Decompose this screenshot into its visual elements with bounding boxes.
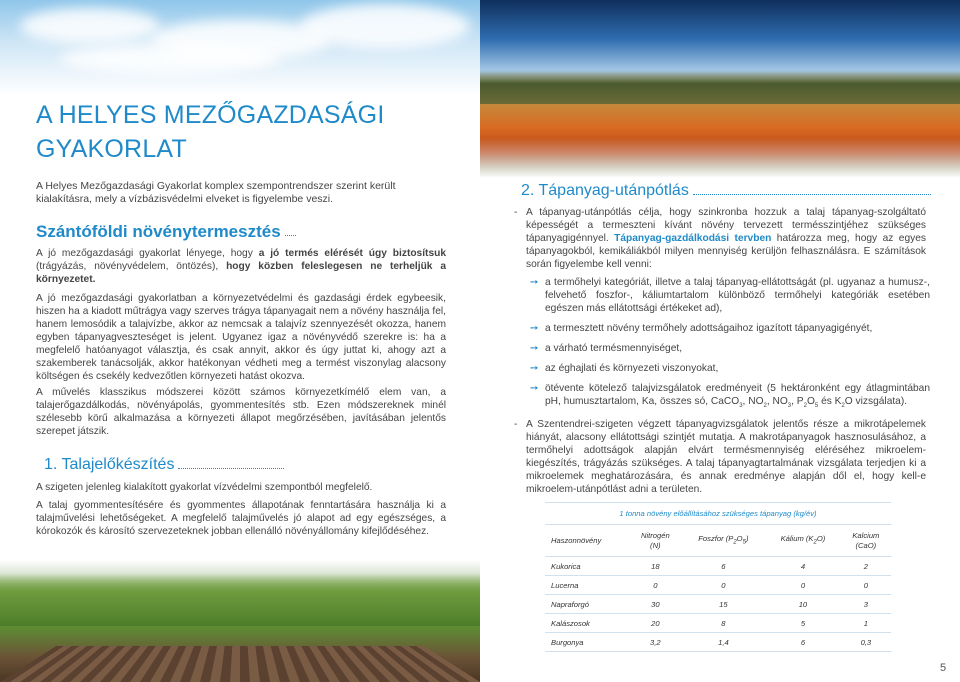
field-paragraph-3: A művelés klasszikus módszerei között számos környezetkímélő elem van, a talajerőgazdálkodás, növényápolás, gyommentesítés stb. Ezen módszereknek minél szélesebb körű alkalmazása a környezeti állapot megőrzésében, javításában jelentős szerepet játszik. xyxy=(36,387,446,437)
table-title-row xyxy=(545,503,891,525)
arrow-icon: ➙ xyxy=(530,383,539,394)
header-phosphorus: Foszfor $(P_2O_5)$ xyxy=(682,525,765,557)
field-heading-text: Szántóföldi növénytermesztés xyxy=(36,222,281,241)
page-number: 5 xyxy=(940,662,947,674)
nutrient-paragraph-1: - A tápanyag-utánpótlás célja, hogy szinkronba hozzuk a talaj tápanyag-szolgáltató képességét a termeszteni kívánt növény tervezett termésszintjéhez szükséges tápanyagigénnyel. Tápanyag-gazdálkodási tervben határozza meg, hogy az egyes tápanyagokból, kemikáliákból milyen mennyiség kerüljön felhasználásra. E számítások során figyelembe kell venni: xyxy=(514,207,926,270)
field-paragraph-2: A jó mezőgazdasági gyakorlatban a környezetvédelmi és gazdasági érdek egybeesik, hiszen ha a kiadott műtrágya vagy szerves trágya tápanyagait nem a növény használja fel, hanem lemosódik a talajvízbe, akkor az nemcsak a talajvíz szennyezését okozza, hanem egyben tápanyagveszteséget is jelent. Ugyanez igaz a növényvédő szerekre is: ha a megfelelő hatóanyagot választja, és csak annyit, akkor és úgy juttat ki, ahogy azt a szakemberek tanácsolják, akkor hatékonyan védheti meg a termést viszonylag alacsony költségen és csekély kedvezőtlen környezeti hatást okozva. xyxy=(36,293,446,382)
soil-paragraph-1: A szigeten jelenleg kialakított gyakorlat vízvédelmi szempontból megfelelő. xyxy=(36,482,373,493)
sky-background xyxy=(0,0,480,95)
field-paragraph-1: A jó mezőgazdasági gyakorlat lényege, hogy a jó termés elérését úgy biztosítsuk (trágyázás, növényvédelem, öntözés), hogy közben feleslegesen ne terheljük a környezetet. xyxy=(36,248,446,285)
arrow-icon: ➙ xyxy=(530,323,539,334)
page-title: A HELYES MEZŐGAZDASÁGI GYAKORLAT xyxy=(36,101,385,163)
table-header-row xyxy=(545,525,891,557)
header-plant: Haszonnövény xyxy=(545,525,629,557)
header-potassium: Kálium $(K_2O)$ xyxy=(765,525,841,557)
list-item: ➙ ötévente kötelező talajvizsgálatok eredményeit (5 hektáronként egy átlagmintában pH, humusztartalom, Ka, összes só, CaCO$_3$, $NO_2$, $NO_3$, $P_2O_5$ és $K_2O$ vizsgálata). xyxy=(530,383,930,410)
heading-dotted-rule xyxy=(693,194,931,195)
table-row: Napraforgó 30 15 10 3 xyxy=(545,595,891,614)
nutrient-section-heading xyxy=(521,182,931,200)
field-section-heading xyxy=(36,222,296,242)
table-row: Burgonya 3,2 1,4 6 0,3 xyxy=(545,633,891,652)
header-nitrogen: Nitrogén (N) xyxy=(629,525,682,557)
landscape-photo xyxy=(480,0,960,178)
list-item: ➙ a várható termésmennyiséget, xyxy=(530,343,683,354)
soil-paragraph-2: A talaj gyommentesítésére és gyommentes állapotának fenntartására használja ki a talajművelési lehetőségeket. A megfelelő talajművelés jó alapot ad egy egészséges, a kórokozók és károsító szervezeteknek jobban ellenálló növényállomány kifejlődéséhez. xyxy=(36,500,446,537)
arrow-icon: ➙ xyxy=(530,363,539,374)
arrow-icon: ➙ xyxy=(530,277,539,288)
heading-dotted-rule xyxy=(285,235,296,236)
table-row: Lucerna 0 0 0 0 xyxy=(545,576,891,595)
nutrient-bullet-list xyxy=(530,276,930,413)
field-photo xyxy=(0,560,480,682)
arrow-icon: ➙ xyxy=(530,343,539,354)
table-title: 1 tonna növény előállításához szükséges tápanyag (kg/év) xyxy=(545,503,891,525)
table-row: Kalászosok 20 8 5 1 xyxy=(545,614,891,633)
soil-section-heading xyxy=(44,456,284,474)
heading-dotted-rule xyxy=(178,468,284,469)
list-item: ➙ a termőhelyi kategóriát, illetve a talaj tápanyag-ellátottságát (pl. ugyanaz a humusz-, felvehető foszfor-, káliumtartalom különböző termőhelyi kategóriák esetében egészen más ellátottsági értékeket ad), xyxy=(530,277,930,314)
list-item: ➙ az éghajlati és környezeti viszonyokat, xyxy=(530,363,719,374)
nutrient-table xyxy=(545,502,891,652)
list-item: ➙ a termesztett növény termőhely adottságaihoz igazított tápanyagigényét, xyxy=(530,323,873,334)
table-row: Kukorica 18 6 4 2 xyxy=(545,557,891,576)
nutrient-heading-text: 2. Tápanyag-utánpótlás xyxy=(521,182,689,199)
intro-paragraph: A Helyes Mezőgazdasági Gyakorlat komplex szempontrendszer szerint került kialakításra, mely a vízbázisvédelmi elveket is figyelembe veszi. xyxy=(36,180,396,205)
soil-heading-text: 1. Talajelőkészítés xyxy=(44,456,175,473)
nutrient-paragraph-2: - A Szentendrei-szigeten végzett tápanyagvizsgálatok jelentős része a mikrotápelemek hiányát, alacsony ellátottsági szintjét mutatja. A makrotápanyagok hasznosulásához, a termőhelyi adottságok alapján elvárt termésmennyiség eléréséhez mikroelem-kiegészítés, trágyázás szükséges. A talaj tápanyagtartalmának vizsgálata terjedjen ki a mikroelemek meghatározására, és annak eredménye alapján dől el, hogy kell-e mikroelem-utánpótlást adni a területen. xyxy=(514,419,926,495)
header-calcium: Kalcium (CaO) xyxy=(841,525,891,557)
